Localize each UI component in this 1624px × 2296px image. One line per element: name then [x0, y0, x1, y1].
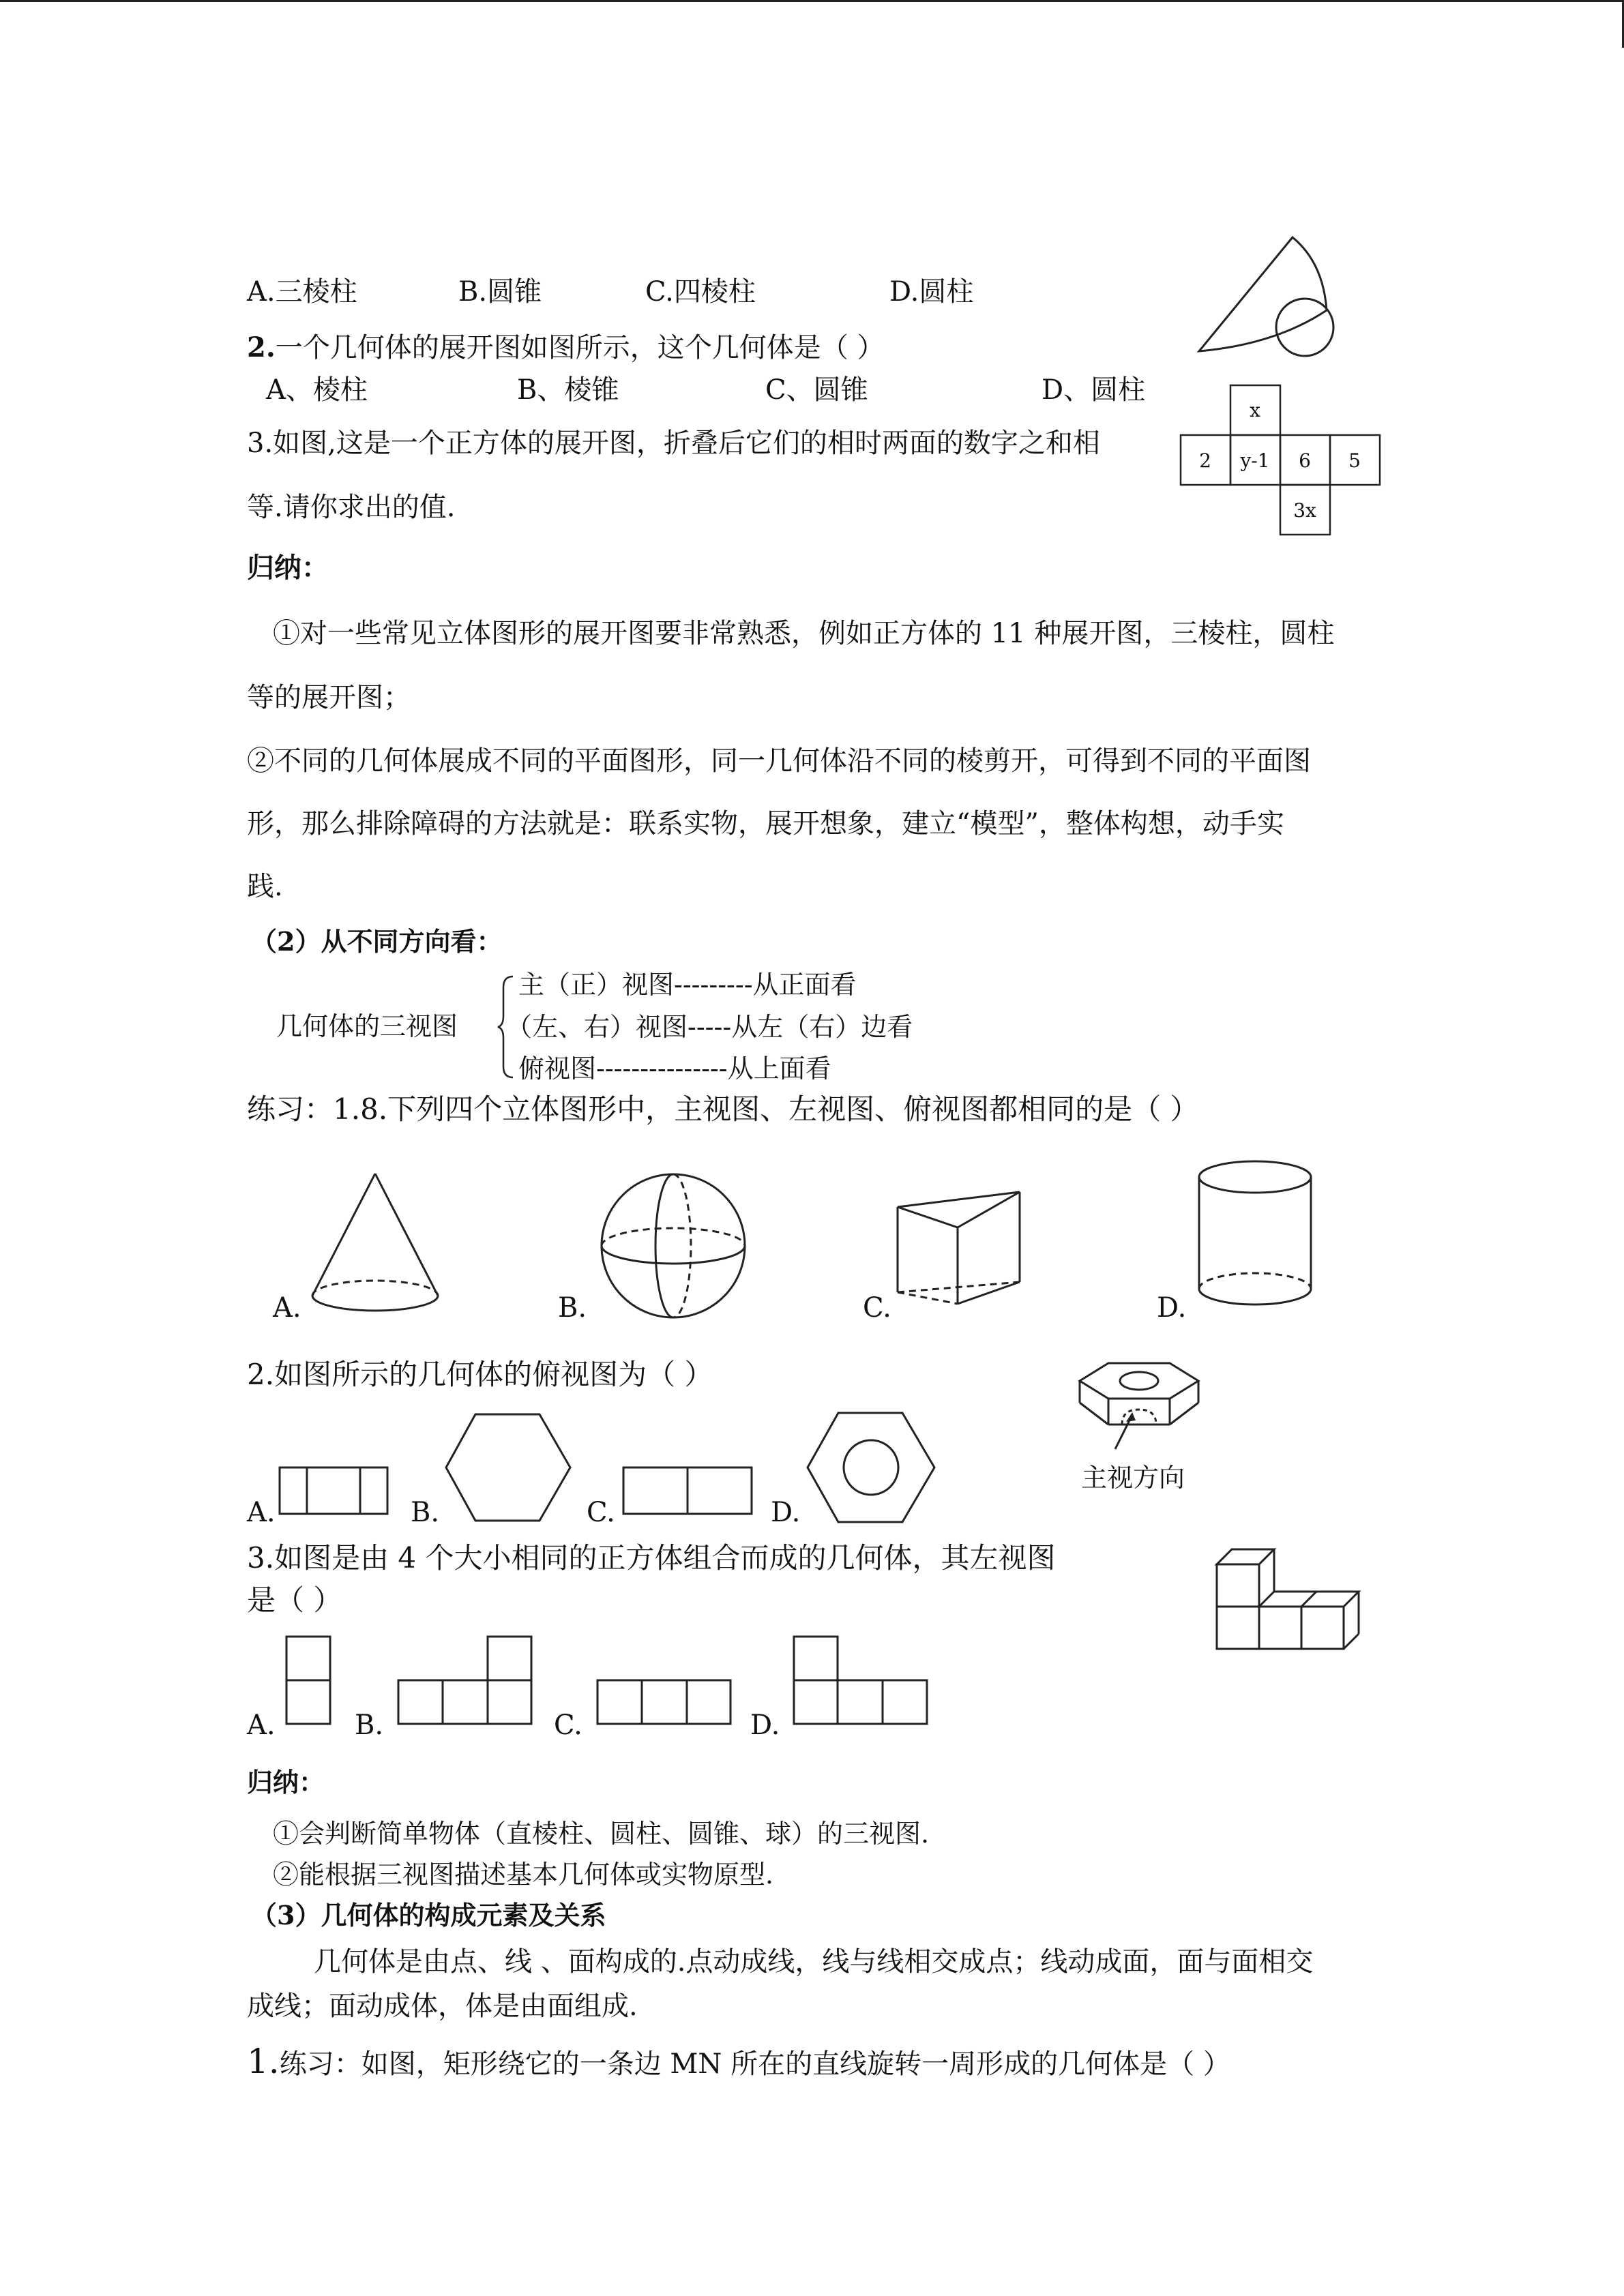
ex2-label-a: A.	[247, 1497, 276, 1528]
ex3-label-d: D.	[750, 1710, 780, 1741]
triangular-prism-figure	[887, 1187, 1037, 1309]
page-border-top	[0, 0, 1624, 2]
q2-option-a: A、棱柱	[266, 374, 368, 406]
cube-face-right1: 6	[1299, 449, 1311, 472]
ex1-label-a: A.	[273, 1292, 301, 1324]
ex3-label-a: A.	[247, 1710, 276, 1741]
section3-heading: （3）几何体的构成元素及关系	[251, 1900, 606, 1930]
cylinder-figure	[1194, 1158, 1316, 1315]
q3-line1: 3.如图,这是一个正方体的展开图，折叠后它们的相时两面的数字之和相	[247, 428, 1100, 459]
q1-option-b: B.圆锥	[458, 276, 542, 308]
summary2-p1: ①会判断简单物体（直棱柱、圆柱、圆锥、球）的三视图.	[273, 1819, 930, 1849]
final-q-text: 练习：如图，矩形绕它的一条边 MN 所在的直线旋转一周形成的几何体是（ ）	[279, 2048, 1230, 2080]
cube-face-left: 2	[1199, 449, 1211, 472]
q2-option-b: B、棱锥	[517, 374, 619, 406]
view-row-side: （左、右）视图-----从左（右）边看	[506, 1012, 913, 1042]
cube-stack-figure	[1214, 1542, 1378, 1658]
ex3-line2: 是（ ）	[247, 1583, 342, 1617]
ex2-option-a-figure	[278, 1466, 391, 1517]
section2-heading: （2）从不同方向看：	[251, 926, 503, 957]
cone-net-figure	[1187, 232, 1350, 361]
cube-face-right2: 5	[1348, 449, 1361, 472]
q3-line2: 等.请你求出的值.	[247, 492, 456, 523]
summary2-heading: 归纳：	[247, 1767, 325, 1798]
q1-option-a: A.三棱柱	[247, 276, 357, 308]
sphere-figure	[597, 1169, 750, 1323]
cube-face-mid: y-1	[1240, 449, 1270, 472]
summary1-heading: 归纳：	[247, 552, 329, 584]
ex3-option-a-figure	[284, 1634, 335, 1729]
ex2-option-d-figure	[805, 1410, 938, 1526]
ex1-label-b: B.	[558, 1292, 587, 1324]
q1-option-c: C.四棱柱	[645, 276, 756, 308]
summary1-p2-line2: 形，那么排除障碍的方法就是：联系实物，展开想象，建立“模型”，整体构想，动手实	[247, 808, 1284, 839]
q2-text: 一个几何体的展开图如图所示，这个几何体是（ ）	[275, 332, 885, 363]
ex2-text: 2.如图所示的几何体的俯视图为（ ）	[247, 1358, 713, 1391]
cube-face-top: x	[1250, 399, 1260, 421]
summary1-p2-line3: 践.	[247, 871, 283, 902]
final-q-number: 1.	[247, 2042, 280, 2081]
ex2-label-c: C.	[587, 1497, 615, 1528]
cube-face-bottom: 3x	[1293, 499, 1316, 522]
ex3-option-c-figure	[595, 1678, 735, 1729]
ex1-label-d: D.	[1157, 1292, 1187, 1324]
hex-nut-figure	[1074, 1354, 1211, 1435]
q2-number: 2.	[247, 331, 276, 363]
ex1-text: 练习：1.8.下列四个立体图形中，主视图、左视图、俯视图都相同的是（ ）	[247, 1092, 1199, 1126]
three-view-label: 几何体的三视图	[276, 1011, 458, 1041]
section3-line1: 几何体是由点、线 、面构成的.点动成线，线与线相交成点；线动成面，面与面相交	[314, 1946, 1314, 1978]
summary1-p1-line2: 等的展开图；	[247, 682, 411, 713]
ex2-label-b: B.	[411, 1497, 440, 1528]
summary2-p2: ②能根据三视图描述基本几何体或实物原型.	[273, 1860, 774, 1890]
ex2-option-b-figure	[443, 1412, 573, 1524]
view-row-front: 主（正）视图---------从正面看	[518, 970, 857, 1000]
ex3-label-c: C.	[554, 1710, 582, 1741]
ex3-option-b-figure	[396, 1634, 535, 1729]
ex2-label-d: D.	[771, 1497, 801, 1528]
ex3-line1: 3.如图是由 4 个大小相同的正方体组合而成的几何体，其左视图	[247, 1541, 1056, 1575]
ex3-option-d-figure	[791, 1634, 931, 1729]
q2-option-d: D、圆柱	[1042, 374, 1146, 406]
summary1-p2-line1: ②不同的几何体展成不同的平面图形，同一几何体沿不同的棱剪开，可得到不同的平面图	[247, 745, 1311, 777]
cube-net-figure	[1180, 385, 1385, 549]
view-direction-caption: 主视方向	[1081, 1463, 1185, 1493]
view-row-top: 俯视图---------------从上面看	[518, 1054, 831, 1084]
cone-figure	[300, 1169, 450, 1320]
ex1-label-c: C.	[863, 1292, 891, 1324]
ex3-label-b: B.	[355, 1710, 384, 1741]
section3-line2: 成线；面动成体，体是由面组成.	[247, 1991, 638, 2022]
q2-option-c: C、圆锥	[765, 374, 868, 406]
q1-option-d: D.圆柱	[889, 276, 974, 308]
ex2-option-c-figure	[622, 1466, 755, 1517]
summary1-p1-line1: ①对一些常见立体图形的展开图要非常熟悉，例如正方体的 11 种展开图，三棱柱，圆柱	[273, 618, 1335, 649]
